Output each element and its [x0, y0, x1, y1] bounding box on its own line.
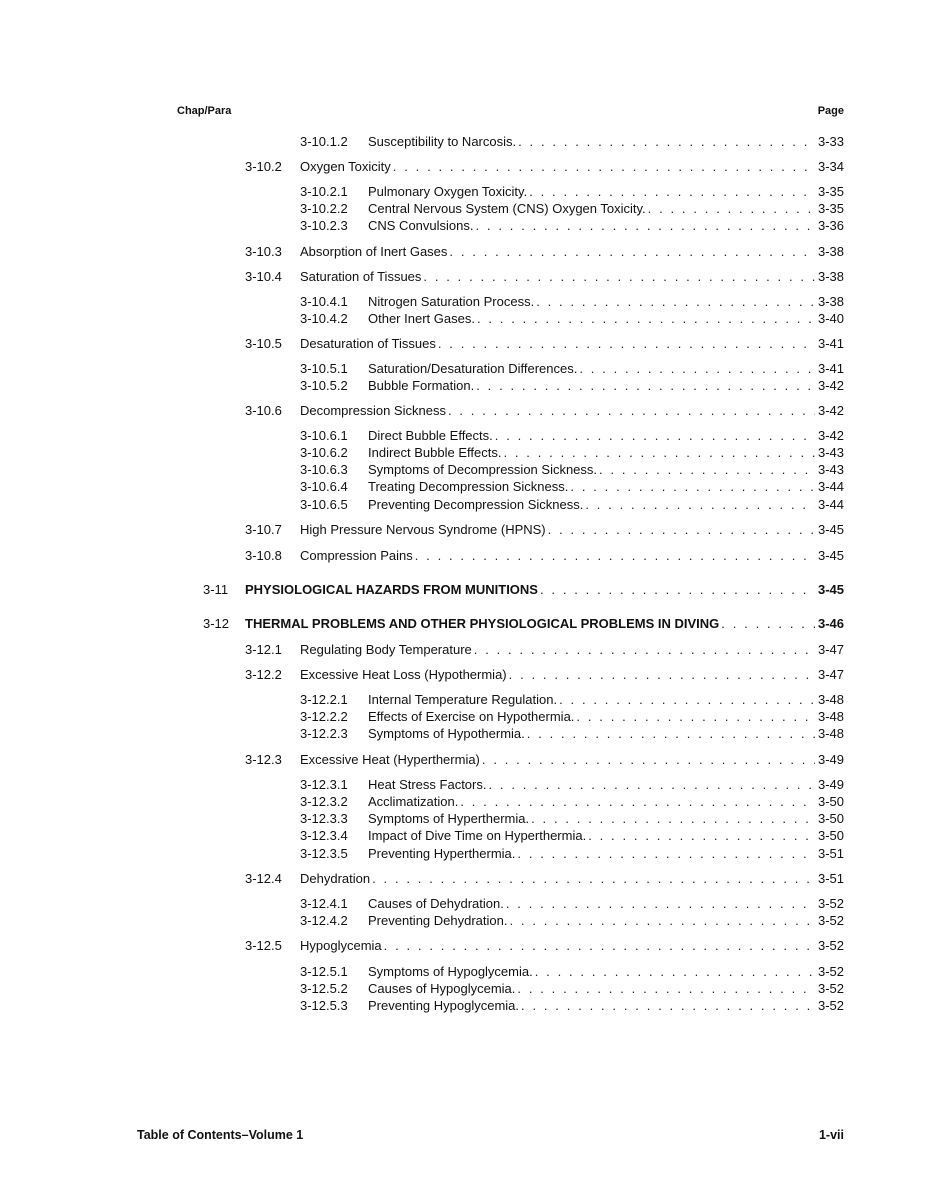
toc-entry-title: Oxygen Toxicity	[300, 159, 391, 174]
toc-entry-page: 3-34	[817, 159, 844, 174]
toc-entry-page: 3-48	[817, 709, 844, 724]
toc-entry	[300, 183, 844, 200]
toc-entry-number: 3-10.5.1	[300, 361, 348, 376]
toc-entry	[300, 793, 844, 810]
toc-entry-page: 3-51	[817, 871, 844, 886]
toc-entry-page: 3-33	[817, 134, 844, 149]
toc-entry	[245, 158, 844, 175]
dot-leader	[540, 581, 815, 598]
toc-entry-number: 3-12.3.2	[300, 794, 348, 809]
toc-entry	[245, 243, 844, 260]
toc-entry-number: 3-12.5.3	[300, 998, 348, 1013]
toc-entry-page: 3-52	[817, 964, 844, 979]
toc-entry-number: 3-10.1.2	[300, 134, 348, 149]
toc-entry-title: Causes of Hypoglycemia.	[368, 981, 516, 996]
toc-entry-title: Excessive Heat (Hyperthermia)	[300, 752, 480, 767]
toc-entry	[245, 547, 844, 564]
dot-leader	[527, 725, 815, 742]
dot-leader	[415, 547, 815, 564]
dot-leader	[372, 870, 815, 887]
toc-entry-page: 3-52	[817, 981, 844, 996]
toc-entry-page: 3-38	[817, 244, 844, 259]
footer-title: Table of Contents–Volume 1	[137, 1128, 304, 1142]
dot-leader	[423, 268, 815, 285]
toc-entry-number: 3-10.5	[245, 336, 282, 351]
toc-entry-title: Treating Decompression Sickness.	[368, 479, 569, 494]
toc-entry-page: 3-38	[817, 294, 844, 309]
toc-entry	[300, 360, 844, 377]
toc-entry-number: 3-10.4.1	[300, 294, 348, 309]
dot-leader	[585, 496, 815, 513]
toc-entry-title: THERMAL PROBLEMS AND OTHER PHYSIOLOGICAL PROBLEMS IN DIVING	[245, 616, 720, 631]
toc-entry-title: Susceptibility to Narcosis.	[368, 134, 517, 149]
column-header-chap-para: Chap/Para	[177, 105, 232, 117]
toc-entry-number: 3-11	[203, 582, 229, 597]
toc-entry-number: 3-10.4.2	[300, 311, 348, 326]
toc-entry-number: 3-10.6.3	[300, 462, 348, 477]
toc-entry	[300, 427, 844, 444]
toc-entry-page: 3-41	[817, 336, 844, 351]
toc-entry	[300, 912, 844, 929]
toc-entry-title: Preventing Hyperthermia.	[368, 846, 516, 861]
toc-entry-number: 3-10.6.4	[300, 479, 348, 494]
toc-entry-page: 3-42	[817, 428, 844, 443]
toc-entry-page: 3-45	[817, 582, 844, 597]
dot-leader	[599, 461, 815, 478]
toc-entry	[203, 615, 844, 632]
toc-entry-page: 3-35	[817, 201, 844, 216]
dot-leader	[438, 335, 815, 352]
dot-leader	[509, 912, 814, 929]
toc-entry-title: Causes of Dehydration.	[368, 896, 504, 911]
dot-leader	[503, 444, 815, 461]
toc-entry	[300, 997, 844, 1014]
toc-entry-page: 3-36	[817, 218, 844, 233]
toc-entry	[245, 335, 844, 352]
toc-entry-page: 3-42	[817, 378, 844, 393]
toc-entry-title: Compression Pains	[300, 548, 413, 563]
toc-entry-title: PHYSIOLOGICAL HAZARDS FROM MUNITIONS	[245, 582, 538, 597]
toc-entry	[245, 751, 844, 768]
toc-entry	[245, 641, 844, 658]
toc-entry-page: 3-42	[817, 403, 844, 418]
toc-entry	[300, 133, 844, 150]
dot-leader	[518, 133, 815, 150]
toc-entry-page: 3-51	[817, 846, 844, 861]
toc-entry-number: 3-10.6.5	[300, 497, 348, 512]
toc-entry-number: 3-10.6.1	[300, 428, 348, 443]
dot-leader	[476, 377, 815, 394]
toc-entry-title: Symptoms of Decompression Sickness.	[368, 462, 598, 477]
toc-entry-number: 3-10.4	[245, 269, 282, 284]
toc-entry-number: 3-10.2	[245, 159, 282, 174]
toc-entry-number: 3-12.5	[245, 938, 282, 953]
dot-leader	[521, 997, 815, 1014]
toc-entry	[300, 310, 844, 327]
toc-entry	[300, 963, 844, 980]
toc-entry-page: 3-41	[817, 361, 844, 376]
dot-leader	[460, 793, 815, 810]
dot-leader	[570, 478, 815, 495]
toc-entry-number: 3-12.3.4	[300, 828, 348, 843]
toc-entry-title: Bubble Formation.	[368, 378, 475, 393]
toc-entry-page: 3-49	[817, 752, 844, 767]
toc-entry-number: 3-10.2.2	[300, 201, 348, 216]
toc-entry-page: 3-45	[817, 548, 844, 563]
toc-entry-number: 3-12.5.2	[300, 981, 348, 996]
dot-leader	[476, 217, 815, 234]
dot-leader	[559, 691, 815, 708]
toc-entry-title: Other Inert Gases.	[368, 311, 475, 326]
toc-entry	[300, 845, 844, 862]
dot-leader	[482, 751, 815, 768]
toc-entry-number: 3-12	[203, 616, 230, 631]
toc-entry-number: 3-12.4.1	[300, 896, 348, 911]
dot-leader	[576, 708, 815, 725]
toc-entry-number: 3-10.6	[245, 403, 282, 418]
toc-entry-page: 3-50	[817, 828, 844, 843]
toc-entry	[300, 377, 844, 394]
dot-leader	[393, 158, 815, 175]
toc-entry	[300, 461, 844, 478]
toc-entry-number: 3-12.2.3	[300, 726, 348, 741]
dot-leader	[509, 666, 815, 683]
dot-leader	[474, 641, 815, 658]
toc-entry-title: Impact of Dive Time on Hyperthermia.	[368, 828, 587, 843]
toc-entry	[300, 444, 844, 461]
toc-entry	[300, 478, 844, 495]
toc-entry-number: 3-12.5.1	[300, 964, 348, 979]
column-header-page: Page	[817, 105, 844, 117]
toc-entry-page: 3-47	[817, 667, 844, 682]
dot-leader	[517, 980, 815, 997]
toc-entry-title: Excessive Heat Loss (Hypothermia)	[300, 667, 507, 682]
toc-entry-number: 3-12.3.5	[300, 846, 348, 861]
toc-entry-page: 3-43	[817, 445, 844, 460]
toc-entry	[245, 268, 844, 285]
dot-leader	[495, 427, 815, 444]
toc-entry	[300, 776, 844, 793]
toc-entry-number: 3-10.2.3	[300, 218, 348, 233]
toc-entry-page: 3-52	[817, 998, 844, 1013]
toc-entry-page: 3-40	[817, 311, 844, 326]
toc-entry-title: Absorption of Inert Gases	[300, 244, 448, 259]
toc-entry-number: 3-10.8	[245, 548, 282, 563]
toc-entry-title: Pulmonary Oxygen Toxicity.	[368, 184, 528, 199]
toc-entry-title: High Pressure Nervous Syndrome (HPNS)	[300, 522, 546, 537]
toc-entry-title: Preventing Decompression Sickness.	[368, 497, 584, 512]
toc-entry	[300, 810, 844, 827]
toc-entry-title: CNS Convulsions.	[368, 218, 474, 233]
toc-entry-number: 3-12.3.1	[300, 777, 348, 792]
toc-entry-page: 3-48	[817, 692, 844, 707]
dot-leader	[449, 243, 815, 260]
toc-entry-title: Effects of Exercise on Hypothermia.	[368, 709, 575, 724]
toc-entry	[203, 581, 844, 598]
toc-entry-number: 3-12.1	[245, 642, 282, 657]
dot-leader	[384, 937, 815, 954]
toc-entry-number: 3-10.7	[245, 522, 282, 537]
toc-entry	[300, 980, 844, 997]
dot-leader	[488, 776, 814, 793]
toc-entry-number: 3-12.3	[245, 752, 282, 767]
toc-entry-page: 3-43	[817, 462, 844, 477]
toc-entry	[245, 521, 844, 538]
toc-entry	[245, 666, 844, 683]
dot-leader	[588, 827, 815, 844]
dot-leader	[579, 360, 815, 377]
dot-leader	[477, 310, 815, 327]
toc-entry-title: Preventing Dehydration.	[368, 913, 508, 928]
dot-leader	[535, 963, 815, 980]
toc-entry	[300, 691, 844, 708]
toc-entry-title: Hypoglycemia	[300, 938, 382, 953]
toc-entry	[300, 293, 844, 310]
toc-entry-page: 3-52	[817, 913, 844, 928]
dot-leader	[529, 183, 815, 200]
toc-entry-title: Central Nervous System (CNS) Oxygen Toxicity.	[368, 201, 646, 216]
toc-entry	[300, 200, 844, 217]
toc-entry	[245, 937, 844, 954]
toc-entry-number: 3-12.2.1	[300, 692, 348, 707]
toc-entry-number: 3-12.3.3	[300, 811, 348, 826]
toc-entry-page: 3-47	[817, 642, 844, 657]
footer-page-number: 1-vii	[818, 1128, 844, 1142]
toc-entry	[300, 708, 844, 725]
toc-entry-number: 3-10.6.2	[300, 445, 348, 460]
toc-entry-title: Desaturation of Tissues	[300, 336, 436, 351]
dot-leader	[536, 293, 815, 310]
toc-entry-page: 3-52	[817, 896, 844, 911]
toc-entry-page: 3-35	[817, 184, 844, 199]
toc-entry-number: 3-12.4.2	[300, 913, 348, 928]
dot-leader	[517, 845, 815, 862]
toc-entry-page: 3-38	[817, 269, 844, 284]
dot-leader	[506, 895, 815, 912]
toc-entry-title: Internal Temperature Regulation.	[368, 692, 558, 707]
toc-entry-number: 3-10.3	[245, 244, 282, 259]
dot-leader	[721, 615, 815, 632]
dot-leader	[648, 200, 815, 217]
toc-entry-page: 3-48	[817, 726, 844, 741]
toc-entry-title: Dehydration	[300, 871, 371, 886]
toc-entry-title: Indirect Bubble Effects.	[368, 445, 502, 460]
dot-leader	[548, 521, 815, 538]
toc-entry-title: Preventing Hypoglycemia.	[368, 998, 520, 1013]
toc-entry	[300, 827, 844, 844]
toc-entry	[300, 496, 844, 513]
toc-entry	[245, 402, 844, 419]
toc-entry	[300, 895, 844, 912]
toc-entry-title: Acclimatization.	[368, 794, 459, 809]
toc-entry-title: Symptoms of Hypoglycemia.	[368, 964, 533, 979]
toc-entry-title: Regulating Body Temperature	[300, 642, 472, 657]
toc-entry-page: 3-49	[817, 777, 844, 792]
toc-entry-title: Nitrogen Saturation Process.	[368, 294, 535, 309]
dot-leader	[531, 810, 815, 827]
toc-entry-title: Saturation/Desaturation Differences.	[368, 361, 578, 376]
toc-entry	[245, 870, 844, 887]
toc-entry-page: 3-46	[817, 616, 844, 631]
toc-entry-page: 3-44	[817, 497, 844, 512]
toc-entry-title: Heat Stress Factors.	[368, 777, 487, 792]
toc-entry-number: 3-10.2.1	[300, 184, 348, 199]
toc-entry-page: 3-50	[817, 811, 844, 826]
toc-entry-title: Symptoms of Hyperthermia.	[368, 811, 530, 826]
toc-entry-number: 3-12.2.2	[300, 709, 348, 724]
toc-entry-title: Direct Bubble Effects.	[368, 428, 493, 443]
dot-leader	[448, 402, 815, 419]
toc-entry-title: Symptoms of Hypothermia.	[368, 726, 525, 741]
toc-entry-title: Decompression Sickness	[300, 403, 446, 418]
toc-entry-number: 3-12.2	[245, 667, 282, 682]
toc-entry-number: 3-10.5.2	[300, 378, 348, 393]
toc-entry	[300, 217, 844, 234]
toc-entry-page: 3-44	[817, 479, 844, 494]
toc-entry-number: 3-12.4	[245, 871, 282, 886]
toc-entry-page: 3-50	[817, 794, 844, 809]
toc-entry	[300, 725, 844, 742]
toc-entry-page: 3-52	[817, 938, 844, 953]
toc-entry-title: Saturation of Tissues	[300, 269, 422, 284]
toc-entry-page: 3-45	[817, 522, 844, 537]
